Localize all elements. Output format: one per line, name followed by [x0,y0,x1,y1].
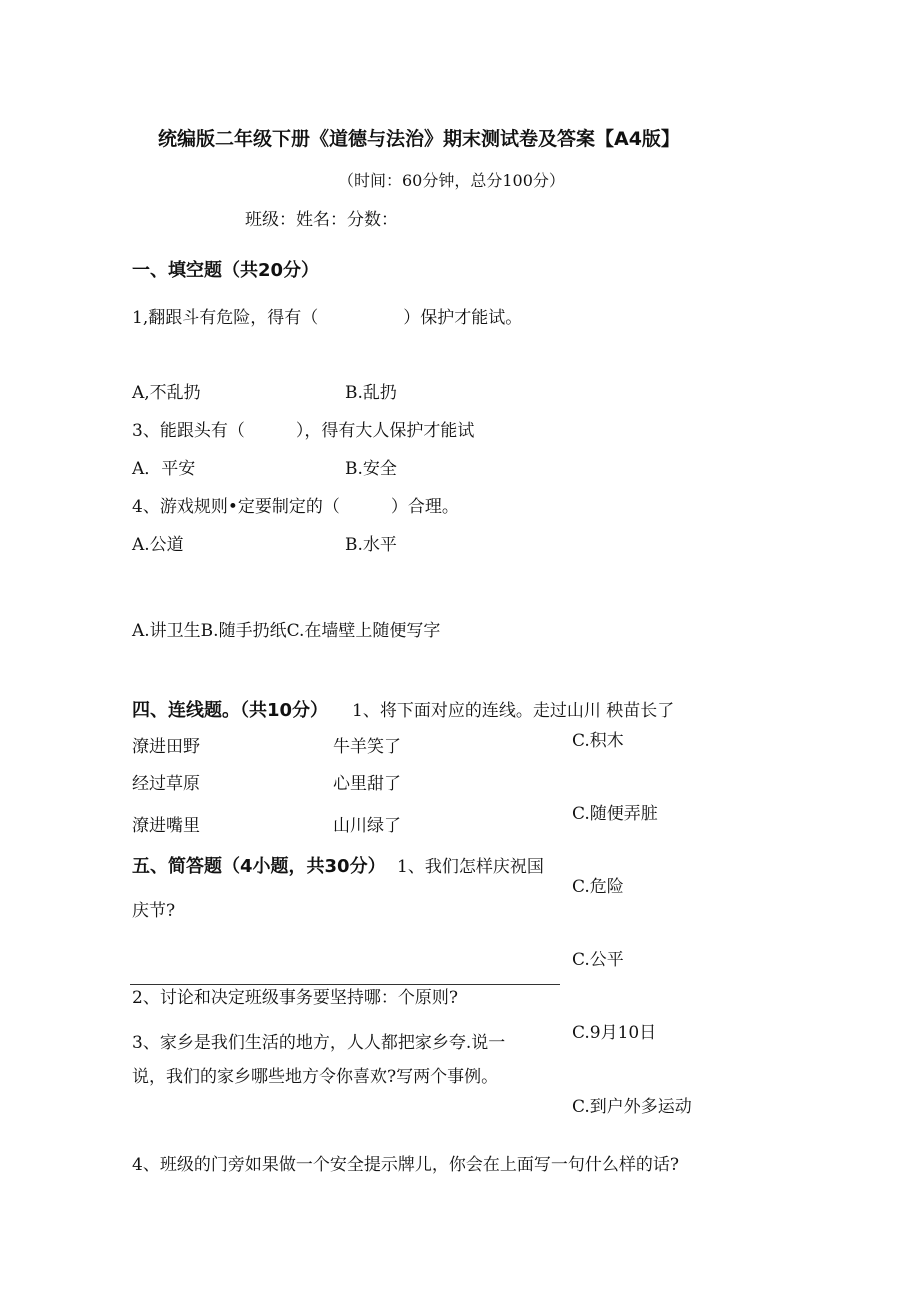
answer-line [130,984,560,985]
question-1-option-b: B.乱扔 [345,383,397,403]
short-answer-4: 4、班级的门旁如果做一个安全提示牌儿，你会在上面写一句什么样的话? [132,1155,679,1175]
question-5-options: A.讲卫生B.随手扔纸C.在墙壁上随便写字 [132,621,441,641]
short-answer-1-part1: 1、我们怎样庆祝国 [397,857,544,877]
question-4: 4、游戏规则•定要制定的（ ）合理。 [132,497,459,517]
question-3-option-b: B.安全 [345,459,397,479]
match-right-1: 牛羊笑了 [333,737,401,757]
section1-heading: 一、填空题（共20分） [132,260,320,281]
page-title: 统编版二年级下册《道德与法治》期末测试卷及答案【A4版】 [158,128,680,150]
short-answer-2: 2、讨论和决定班级事务要坚持哪：个原则? [132,988,458,1008]
match-left-2: 经过草原 [132,774,200,794]
student-info-line: 班级：姓名：分数： [245,210,398,230]
right-option-3: C.危险 [572,877,624,897]
short-answer-1-part2: 庆节? [132,901,176,921]
match-right-3: 山川绿了 [333,816,401,836]
question-4-option-b: B.水平 [345,535,397,555]
right-option-5: C.9月10日 [572,1023,657,1043]
question-1-option-a: A,不乱扔 [132,383,201,403]
match-right-2: 心里甜了 [333,774,401,794]
exam-subtitle: （时间：60分钟，总分100分） [338,171,565,190]
section4-intro: 1、将下面对应的连线。走过山川 秧苗长了 [352,701,675,721]
question-3: 3、能跟头有（ ），得有大人保护才能试 [132,421,475,441]
right-option-1: C.积木 [572,731,624,751]
question-3-option-a: A．平安 [132,459,196,479]
match-left-1: 潦进田野 [132,737,200,757]
short-answer-3-line1: 3、家乡是我们生活的地方，人人都把家乡夸.说一 [132,1033,506,1053]
question-1: 1,翻跟斗有危险，得有（ ）保护才能试。 [132,308,523,328]
match-left-3: 潦进嘴里 [132,816,200,836]
right-option-6: C.到户外多运动 [572,1097,692,1117]
right-option-4: C.公平 [572,950,624,970]
section5-heading: 五、简答题（4小题，共30分） [132,856,386,877]
short-answer-3-line2: 说，我们的家乡哪些地方令你喜欢?写两个事例。 [132,1067,499,1087]
question-4-option-a: A.公道 [132,535,184,555]
section4-heading: 四、连线题。（共10分） [132,700,329,721]
right-option-2: C.随便弄脏 [572,804,658,824]
